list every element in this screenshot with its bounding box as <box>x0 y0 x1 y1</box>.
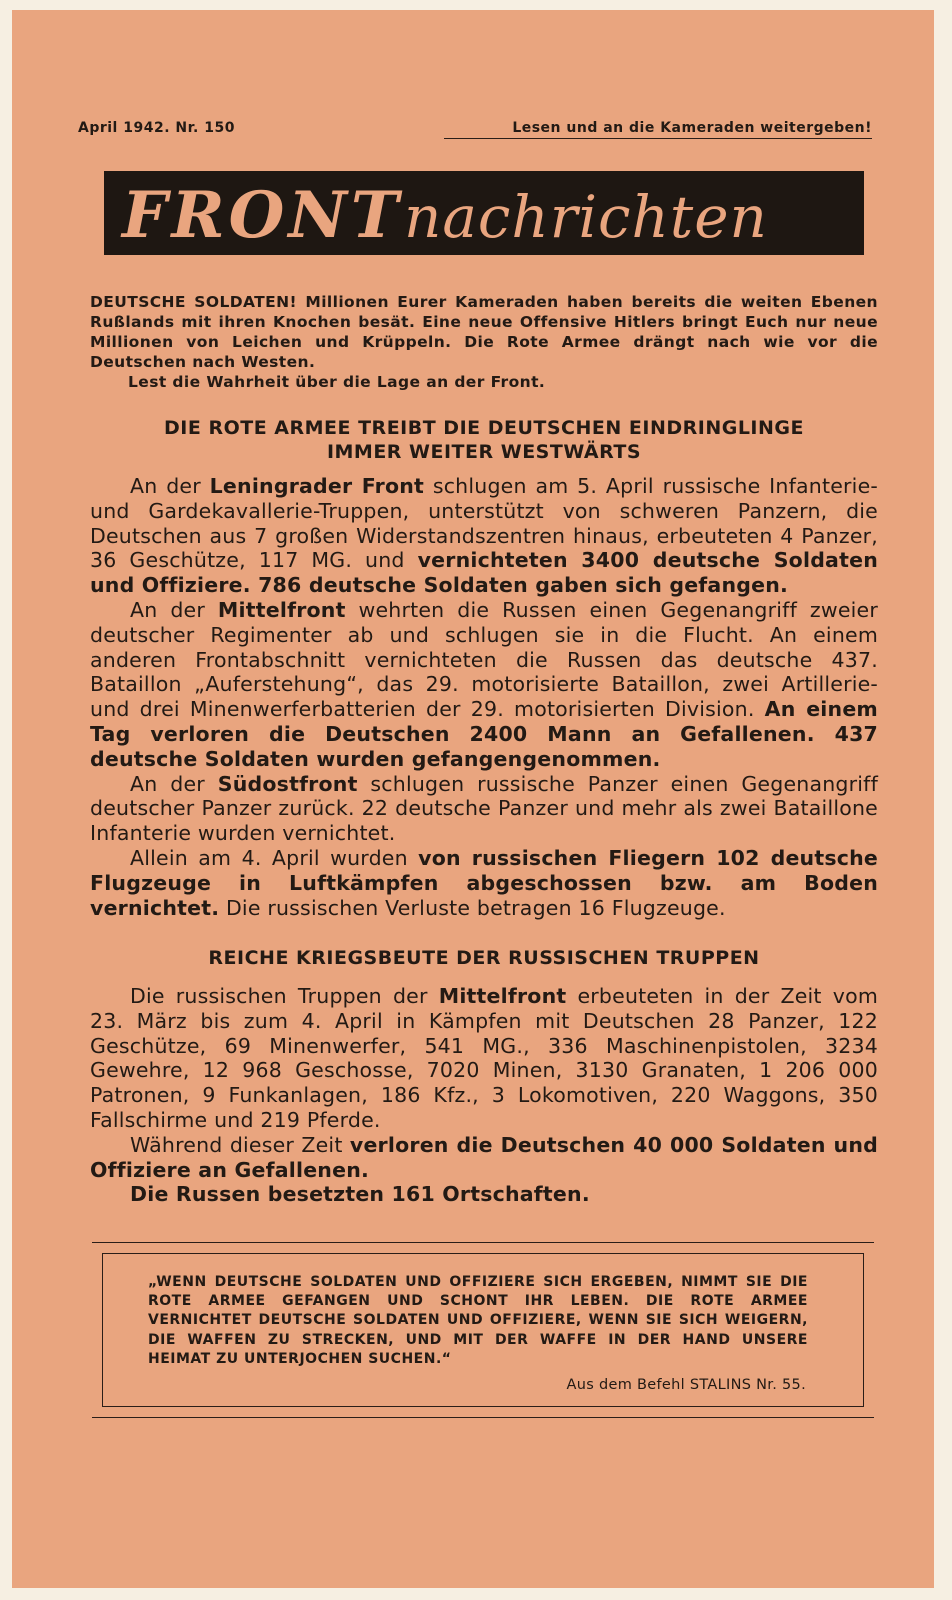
pass-on-note: Lesen und an die Kameraden weitergeben! <box>444 120 872 139</box>
paragraph-southeast-front <box>90 772 878 846</box>
section2-heading: REICHE KRIEGSBEUTE DER RUSSISCHEN TRUPPEN <box>208 947 760 969</box>
intro-paragraph: DEUTSCHE SOLDATEN! Millionen Eurer Kameraden haben bereits die weiten Ebenen Rußlands mit ihren Knochen besät. Eine neue Offensive Hitlers bringt Euch nur neue Millionen von Leichen und Krüppeln. Die Rote Armee drängt nach wie vor die Deutschen nach Westen. <box>90 293 878 371</box>
leaflet-page <box>12 10 934 1588</box>
section2-body <box>90 984 878 1207</box>
text-run: schlugen am 5. April russische Infanterie- und Gardekavallerie-Truppen, unterstützt von schweren Panzern, die Deutschen aus 7 großen Widerstandszentren hinaus, erbeuteten 4 Panzer, 36 Geschütze, 117 MG. und <box>90 474 878 573</box>
paragraph-villages-occupied <box>90 1182 878 1207</box>
text-run: Die russischen Verluste betragen 16 Flugzeuge. <box>219 895 726 920</box>
intro-appeal <box>90 292 878 392</box>
quote-source: Aus dem Befehl STALINS Nr. 55. <box>566 1377 806 1393</box>
text-run: erbeuteten in der Zeit vom 23. März bis zum 4. April in Kämpfen mit Deutschen 28 Panzer, 122 Geschütze, 69 Minenwerfer, 541 MG., 336 Maschinenpistolen, 3234 Gewehre, 12 968 Geschosse, 7020 Minen, 3130 Granaten, 1 206 000 Patronen, 9 Funkanlagen, 186 Kfz., 3 Lokomotiven, 220 Waggons, 350 Fallschirme und 219 Pferde. <box>90 984 878 1132</box>
section1-heading-line1: DIE ROTE ARMEE TREIBT DIE DEUTSCHEN EINDRINGLINGE <box>164 417 804 439</box>
text-run: Die russischen Truppen der <box>130 984 439 1008</box>
section1-heading-line2: IMMER WEITER WESTWÄRTS <box>326 441 642 463</box>
paragraph-leningrad-front <box>90 474 878 598</box>
issue-date-number: April 1942. Nr. 150 <box>78 120 235 136</box>
front-name: Mittelfront <box>438 984 567 1008</box>
masthead-title-rest: nachrichten <box>404 183 768 251</box>
paragraph-central-front <box>90 598 878 772</box>
front-name: Südostfront <box>217 771 358 796</box>
text-run: Allein am 4. April wurden <box>130 845 419 870</box>
emphasis-text: vernichteten 3400 deutsche Soldaten und Offiziere. 786 deutsche Soldaten gaben sich gefangen. <box>90 548 878 598</box>
emphasis-text: An einem Tag verloren die Deutschen 2400 Mann an Gefallenen. 437 deutsche Soldaten wurden gefangengenommen. <box>90 697 878 771</box>
text-run: wehrten die Russen einen Gegenangriff zweier deutscher Regimenter ab und schlugen sie in die Flucht. An einem anderen Frontabschnitt vernichteten die Russen das deutsche 437. Bataillon „Auferstehung“, das 29. motorisierte Bataillon, zwei Artillerie- und drei Minenwerferbatterien der 29. motorisierten Division. <box>90 597 878 722</box>
section1-heading <box>90 416 878 464</box>
masthead-title-front: FRONT <box>122 178 403 253</box>
emphasis-text: verloren die Deutschen 40 000 Soldaten und Offiziere an Gefallenen. <box>90 1132 879 1182</box>
text-run: schlugen russische Panzer einen Gegenangriff deutscher Panzer zurück. 22 deutsche Panzer und mehr als zwei Bataillone Infanterie wurden vernichtet. <box>90 771 878 846</box>
emphasis-text: Die Russen besetzten 161 Ortschaften. <box>130 1182 590 1207</box>
text-run: An der <box>130 474 210 498</box>
masthead-logo <box>104 167 864 259</box>
paragraph-air-losses <box>90 846 878 920</box>
front-name: Mittelfront <box>217 597 346 622</box>
stalin-quote-box <box>92 1242 874 1418</box>
emphasis-text: von russischen Fliegern 102 deutsche Flugzeuge in Luftkämpfen abgeschossen bzw. am Boden vernichtet. <box>90 845 878 920</box>
text-run: An der <box>130 597 218 622</box>
paragraph-german-losses <box>90 1133 878 1183</box>
front-name: Leningrader Front <box>209 474 425 498</box>
text-run: Während dieser Zeit <box>130 1132 350 1157</box>
quote-text: „WENN DEUTSCHE SOLDATEN UND OFFIZIERE SICH ERGEBEN, NIMMT SIE DIE ROTE ARMEE GEFANGEN UND SCHONT IHR LEBEN. DIE ROTE ARMEE VERNICHTET DEUTSCHE SOLDATEN UND OFFIZIERE, WENN SIE SICH WEIGERN, DIE WAFFEN ZU STRECKEN, UND MIT DER WAFFE IN DER HAND UNSERE HEIMAT ZU UNTERJOCHEN SUCHEN.“ <box>148 1274 808 1367</box>
section1-body <box>90 474 878 920</box>
paragraph-war-booty <box>90 984 878 1133</box>
text-run: An der <box>130 771 218 796</box>
intro-call-to-read: Lest die Wahrheit über die Lage an der Front. <box>128 373 546 391</box>
